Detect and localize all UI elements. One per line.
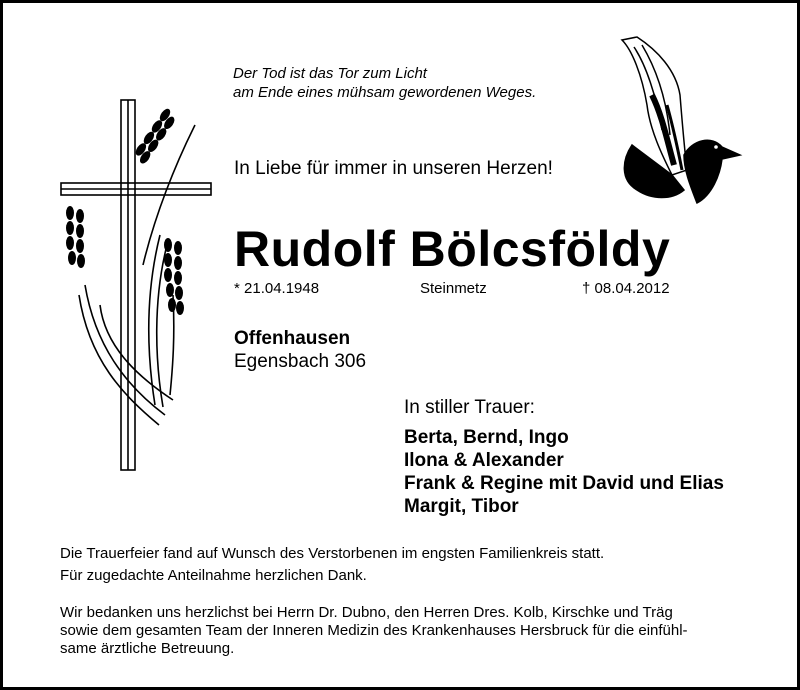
mourners-list [404,426,724,518]
address: Egensbach 306 [234,351,367,372]
quote [233,64,536,102]
death-date: † 08.04.2012 [582,280,670,297]
mourners-label: In stiller Trauer: [404,397,535,418]
praying-hands-with-dove-icon [612,35,744,207]
occupation: Steinmetz [420,280,487,297]
thanks-line-2: sowie dem gesamten Team der Inneren Medizin des Krankenhauses Hersbruck für die einfühl- [60,622,688,639]
deceased-name: Rudolf Bölcsföldy [234,221,671,277]
quote-line-1: Der Tod ist das Tor zum Licht [233,65,427,82]
thanks-paragraph [60,604,760,658]
thanks-line-1: Wir bedanken uns herzlichst bei Herrn Dr. Dubno, den Herren Dres. Kolb, Kirschke und Träg [60,604,673,621]
quote-line-2: am Ende eines mühsam gewordenen Weges. [233,84,537,101]
mourner-name: Margit, Tibor [404,496,519,517]
notes [60,543,604,587]
cross-with-wheat-icon [55,95,220,475]
thanks-line-3: same ärztliche Betreuung. [60,640,235,657]
place: Offenhausen [234,328,351,349]
mourner-name: Ilona & Alexander [404,450,564,471]
condolence-note: Für zugedachte Anteilnahme herzlichen Dank. [60,567,367,584]
birth-date: * 21.04.1948 [234,280,320,297]
ceremony-note: Die Trauerfeier fand auf Wunsch des Verstorbenen im engsten Familienkreis statt. [60,545,605,562]
mourner-name: Frank & Regine mit David und Elias [404,473,724,494]
mourner-name: Berta, Bernd, Ingo [404,427,569,448]
love-line: In Liebe für immer in unseren Herzen! [234,158,553,179]
